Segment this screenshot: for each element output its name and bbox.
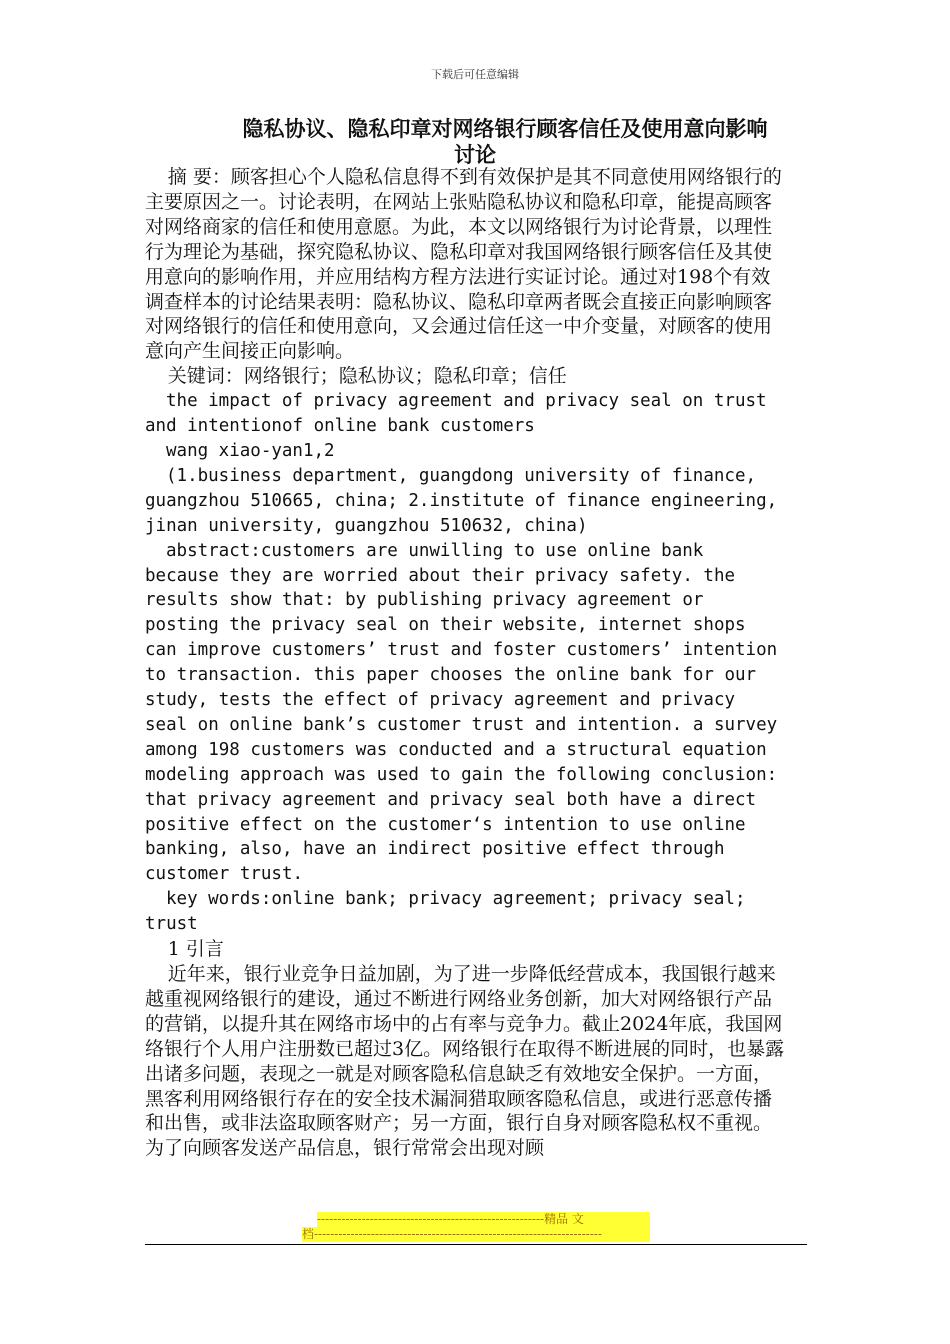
abstract-cn: 摘 要：顾客担心个人隐私信息得不到有效保护是其不同意使用网络银行的主要原因之一。讨论表明，在网站上张贴隐私协议和隐私印章，能提高顾客对网络商家的信任和使用意愿。为此，本文以网络银行为讨论背景，以理性行为理论为基础，探究隐私协议、隐私印章对我国网络银行顾客信任及其使用意向的影响作用，并应用结构方程方法进行实证讨论。通过对198个有效调查样本的讨论结果表明：隐私协议、隐私印章两者既会直接正向影响顾客对网络银行的信任和使用意向，又会通过信任这一中介变量，对顾客的使用意向产生间接正向影响。: [145, 166, 782, 363]
page-header: 下载后可任意编辑: [431, 68, 519, 81]
title-line-2: 讨论: [454, 142, 496, 167]
keywords-cn: 关键词：网络银行；隐私协议；隐私印章；信任: [167, 365, 567, 388]
page-footer: [302, 1212, 652, 1242]
paper-body: [145, 165, 785, 1161]
keywords-en: key words:online bank; privacy agreement; privacy seal; trust: [145, 889, 746, 935]
intro-paragraph: 近年来，银行业竞争日益加剧，为了进一步降低经营成本，我国银行越来越重视网络银行的建设，通过不断进行网络业务创新，加大对网络银行产品的营销，以提升其在网络市场中的占有率与竞争力。截止2024年底，我国网络银行个人用户注册数已超过3亿。网络银行在取得不断进展的同时，也暴露出诸多问题，表现之一就是对顾客隐私信息缺乏有效地安全保护。一方面，黑客利用网络银行存在的安全技术漏洞猎取顾客隐私信息，或进行恶意传播和出售，或非法盗取顾客财产；另一方面，银行自身对顾客隐私权不重视。为了向顾客发送产品信息，银行常常会出现对顾: [145, 963, 785, 1160]
author: wang xiao-yan1,2: [166, 440, 335, 461]
title-en: the impact of privacy agreement and privacy seal on trust and intentionof online bank customers: [145, 391, 767, 437]
footer-line-1: --------------------------------------------------------精品 文: [317, 1212, 650, 1227]
title-line-1: 隐私协议、隐私印章对网络银行顾客信任及使用意向影响: [242, 116, 768, 141]
paper-title: [145, 116, 805, 168]
affiliation: (1.business department, guangdong university of finance, guangzhou 510665, china; 2.institute of finance engineering, jinan university, guangzhou 510632, china): [145, 465, 778, 536]
footer-line-2: 档-----------------------------------------------------------------------: [302, 1227, 650, 1242]
abstract-en: abstract:customers are unwilling to use online bank because they are worried about their privacy safety. the results show that: by publishing privacy agreement or posting the privacy seal on their website, internet shops can improve customers’ trust and foster customers’ intention to transaction. this paper chooses the online bank for our study, tests the effect of privacy agreement and privacy seal on online bank’s customer trust and intention. a survey among 198 customers was conducted and a structural equation modeling approach was used to gain the following conclusion: that privacy agreement and privacy seal both have a direct positive effect on the customer‘s intention to use online banking, also, have an indirect positive effect through customer trust.: [145, 540, 778, 885]
section-heading: 1 引言: [167, 938, 224, 961]
footer-divider: [145, 1244, 807, 1245]
